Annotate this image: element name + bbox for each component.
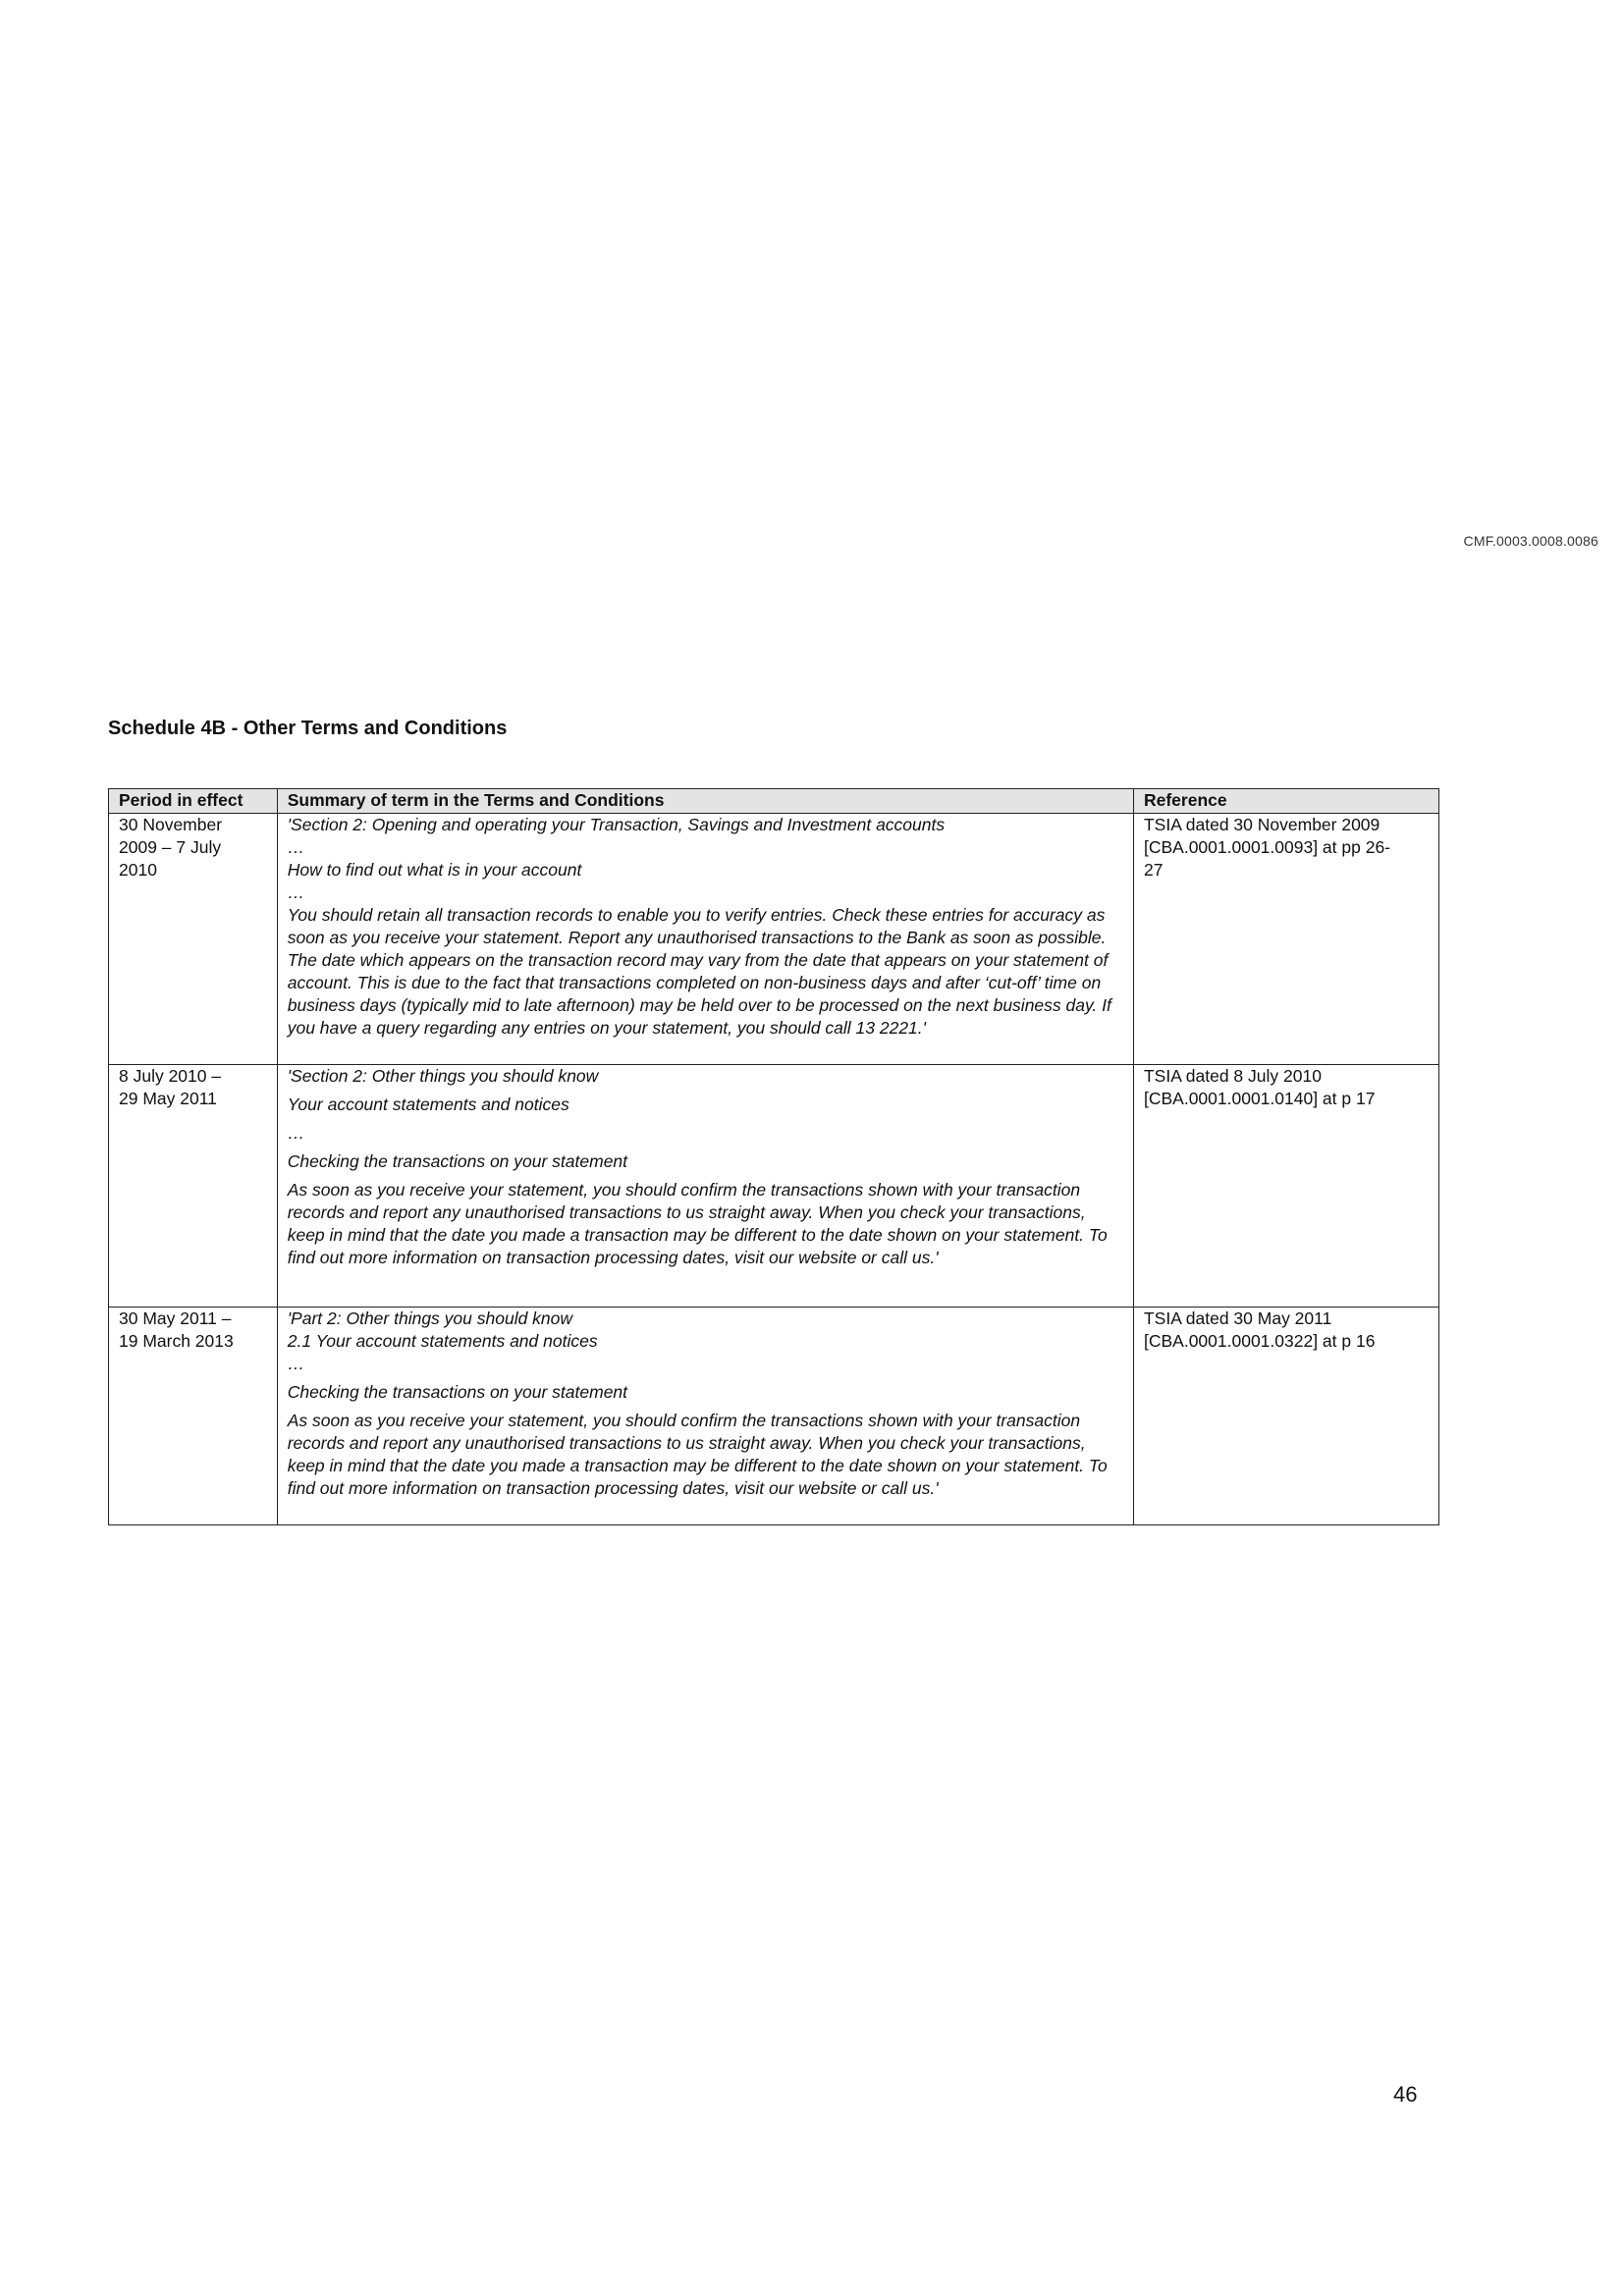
summary-paragraph: 'Section 2: Opening and operating your Transaction, Savings and Investment accounts <box>287 815 946 834</box>
reference-line: [CBA.0001.0001.0140] at p 17 <box>1143 1089 1376 1108</box>
reference-line: [CBA.0001.0001.0093] at pp 26- <box>1143 837 1391 857</box>
summary-heading: 2.1 Your account statements and notices <box>287 1331 598 1351</box>
period-cell <box>109 1065 278 1308</box>
summary-ellipsis: … <box>287 837 305 857</box>
table-header-row <box>109 789 1439 814</box>
period-cell <box>109 814 278 1065</box>
reference-cell <box>1133 1065 1438 1308</box>
reference-line: TSIA dated 30 November 2009 <box>1143 815 1380 834</box>
column-header-reference: Reference <box>1133 789 1438 814</box>
summary-paragraph: As soon as you receive your statement, you should confirm the transactions shown with your transaction records and report any unauthorised transactions to us straight away. When you check your transactions, keep in mind that the date you made a transaction may be different to the date shown on your statement. To find out more information on transaction processing dates, visit our website or call us.' <box>287 1180 1108 1267</box>
summary-cell <box>277 814 1133 1065</box>
period-line: 30 May 2011 – <box>119 1308 232 1328</box>
column-header-period: Period in effect <box>109 789 278 814</box>
period-line: 8 July 2010 – <box>119 1066 222 1086</box>
summary-cell <box>277 1308 1133 1525</box>
summary-paragraph: You should retain all transaction records to enable you to verify entries. Check these entries for accuracy as soon as you receive your statement. Report any unauthorised transactions to the Bank as soon as possible. The date which appears on the transaction record may vary from the date that appears on your statement of account. This is due to the fact that transactions completed on non-business days and after ‘cut-off’ time on business days (typically mid to late afternoon) may be held over to be processed on the next business day. If you have a query regarding any entries on your statement, you should call 13 2221.' <box>287 905 1111 1038</box>
summary-heading: Checking the transactions on your statement <box>287 1151 628 1171</box>
reference-line: TSIA dated 8 July 2010 <box>1143 1066 1322 1086</box>
period-cell <box>109 1308 278 1525</box>
summary-ellipsis: … <box>287 1354 305 1373</box>
schedule-title: Schedule 4B - Other Terms and Conditions <box>108 718 508 739</box>
table-row <box>109 1065 1439 1308</box>
column-header-summary: Summary of term in the Terms and Conditions <box>277 789 1133 814</box>
summary-paragraph: As soon as you receive your statement, you should confirm the transactions shown with your transaction records and report any unauthorised transactions to us straight away. When you check your transactions, keep in mind that the date you made a transaction may be different to the date shown on your statement. To find out more information on transaction processing dates, visit our website or call us.' <box>287 1411 1108 1498</box>
period-line: 2010 <box>119 860 157 880</box>
summary-heading: How to find out what is in your account <box>287 860 582 880</box>
period-line: 30 November <box>119 815 223 834</box>
summary-ellipsis: … <box>287 882 305 902</box>
period-line: 2009 – 7 July <box>119 837 222 857</box>
summary-ellipsis: … <box>287 1123 305 1143</box>
reference-cell <box>1133 814 1438 1065</box>
table-row <box>109 1308 1439 1525</box>
summary-heading: Checking the transactions on your statement <box>287 1382 628 1402</box>
reference-cell <box>1133 1308 1438 1525</box>
document-id: CMF.0003.0008.0086 <box>1463 533 1598 549</box>
reference-line: TSIA dated 30 May 2011 <box>1143 1308 1332 1328</box>
reference-line: 27 <box>1143 860 1164 880</box>
summary-paragraph: 'Section 2: Other things you should know <box>287 1066 599 1086</box>
summary-paragraph: 'Part 2: Other things you should know <box>287 1308 573 1328</box>
period-line: 29 May 2011 <box>119 1089 217 1108</box>
page-number: 46 <box>1393 2082 1418 2107</box>
terms-table <box>108 788 1439 1525</box>
table-row <box>109 814 1439 1065</box>
period-line: 19 March 2013 <box>119 1331 234 1351</box>
summary-heading: Your account statements and notices <box>287 1095 569 1114</box>
summary-cell <box>277 1065 1133 1308</box>
reference-line: [CBA.0001.0001.0322] at p 16 <box>1143 1331 1376 1351</box>
